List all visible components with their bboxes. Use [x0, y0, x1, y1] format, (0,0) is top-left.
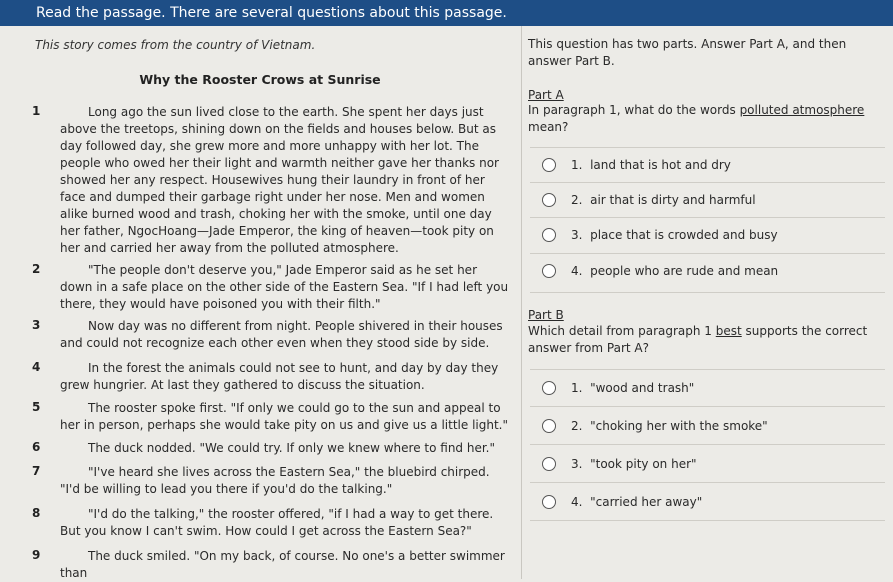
passage-intro: This story comes from the country of Vietnam.: [35, 38, 316, 52]
paragraph-number: 5: [32, 400, 41, 414]
option-text: "choking her with the smoke": [590, 418, 768, 433]
option-text: "wood and trash": [590, 381, 695, 395]
part-a-option-1[interactable]: [530, 147, 885, 182]
option-number: 4.: [571, 494, 583, 509]
part-a-prompt: [528, 102, 878, 136]
radio-button[interactable]: [542, 228, 556, 242]
paragraph-number: 7: [32, 464, 41, 478]
paragraph-number: 2: [32, 262, 41, 276]
option-number: 1.: [571, 381, 583, 395]
option-label: [571, 193, 756, 207]
option-label: [571, 158, 731, 172]
prompt-text: Which detail from paragraph 1: [528, 324, 716, 338]
part-b-prompt: [528, 323, 878, 357]
question-instruction: This question has two parts. Answer Part A, and then answer Part B.: [528, 37, 847, 68]
options-divider: [530, 292, 885, 293]
option-number: 2.: [571, 418, 583, 433]
part-a-option-4[interactable]: [530, 253, 885, 288]
part-a-option-2[interactable]: [530, 182, 885, 217]
radio-button[interactable]: [542, 158, 556, 172]
radio-button[interactable]: [542, 381, 556, 395]
radio-button[interactable]: [542, 264, 556, 278]
passage-panel: [0, 26, 520, 579]
option-label: [571, 457, 697, 471]
radio-button[interactable]: [542, 419, 556, 433]
passage-title: Why the Rooster Crows at Sunrise: [139, 72, 381, 87]
paragraph-text: "The people don't deserve you," Jade Emperor said as he set her down in a safe place on the other side of the Eastern Sea. "If I had left you there, they would have poisoned you with their filth.": [60, 263, 509, 311]
paragraph-number: 6: [32, 440, 41, 454]
question-panel: [522, 26, 893, 579]
paragraph-text: The rooster spoke first. "If only we could go to the sun and appeal to her in person, perhaps she would take pity on us and give us a little light.": [60, 401, 509, 432]
option-label: [571, 495, 702, 509]
part-b-option-4[interactable]: [530, 482, 885, 520]
options-divider: [530, 520, 885, 521]
part-a-option-3[interactable]: [530, 217, 885, 252]
paragraph-text: Long ago the sun lived close to the earth. She spent her days just above the treetops, shining down on the fields and houses below. But as day followed day, she grew more and more unhappy with her lot. The people who owed her their light and warmth neither gave her thanks nor showed her any respect. Housewives hung their laundry in front of her face and dumped their garbage right under her nose. Men and women alike burned wood and trash, choking her with the smoke, until one day her father, NgocHoang—Jade Emperor, the king of heaven—took pity on her and carried her away from the polluted atmosphere.: [60, 105, 499, 255]
prompt-text: mean?: [528, 120, 569, 134]
part-b-option-2[interactable]: [530, 406, 885, 444]
paragraph-text: Now day was no different from night. People shivered in their houses and could not recognize each other even when they stood side by side.: [60, 319, 503, 350]
radio-button[interactable]: [542, 495, 556, 509]
paragraph-number: 1: [32, 104, 41, 118]
paragraph-text: "I'd do the talking," the rooster offered, "if I had a way to get there. But you know I can't swim. How could I get across the Eastern Sea?": [60, 507, 494, 538]
paragraph-number: 3: [32, 318, 41, 332]
paragraph-text: "I've heard she lives across the Eastern Sea," the bluebird chirped. "I'd be willing to lead you there if you'd do the talking.": [60, 465, 490, 496]
prompt-text: In paragraph 1, what do the words: [528, 103, 740, 117]
paragraph-text: The duck smiled. "On my back, of course. No one's a better swimmer than: [60, 549, 505, 580]
radio-button[interactable]: [542, 457, 556, 471]
paragraph-number: 4: [32, 360, 41, 374]
part-b-option-1[interactable]: [530, 369, 885, 406]
option-text: air that is dirty and harmful: [590, 193, 756, 207]
option-label: [571, 264, 778, 278]
prompt-underlined: polluted atmosphere: [739, 103, 865, 117]
option-text: people who are rude and mean: [590, 264, 779, 278]
prompt-text: supports the correct answer from Part A?: [528, 324, 868, 355]
part-b-option-3[interactable]: [530, 444, 885, 482]
option-label: [571, 419, 768, 433]
option-text: "carried her away": [590, 494, 703, 509]
option-number: 3.: [571, 228, 583, 242]
prompt-underlined: best: [715, 324, 742, 338]
part-b-label: Part B: [528, 308, 564, 322]
option-number: 2.: [571, 193, 583, 207]
option-label: [571, 381, 694, 395]
option-number: 4.: [571, 264, 583, 278]
option-text: "took pity on her": [590, 456, 697, 471]
paragraph-number: 9: [32, 548, 41, 562]
paragraph-number: 8: [32, 506, 41, 520]
option-text: land that is hot and dry: [590, 158, 731, 172]
page-header: Read the passage. There are several questions about this passage.: [0, 0, 893, 26]
option-text: place that is crowded and busy: [590, 228, 778, 242]
part-a-label: Part A: [528, 88, 564, 102]
option-label: [571, 228, 778, 242]
radio-button[interactable]: [542, 193, 556, 207]
option-number: 1.: [571, 158, 583, 172]
paragraph-text: The duck nodded. "We could try. If only we knew where to find her.": [88, 441, 496, 455]
option-number: 3.: [571, 456, 583, 471]
paragraph-text: In the forest the animals could not see to hunt, and day by day they grew hungrier. At last they gathered to discuss the situation.: [60, 361, 499, 392]
